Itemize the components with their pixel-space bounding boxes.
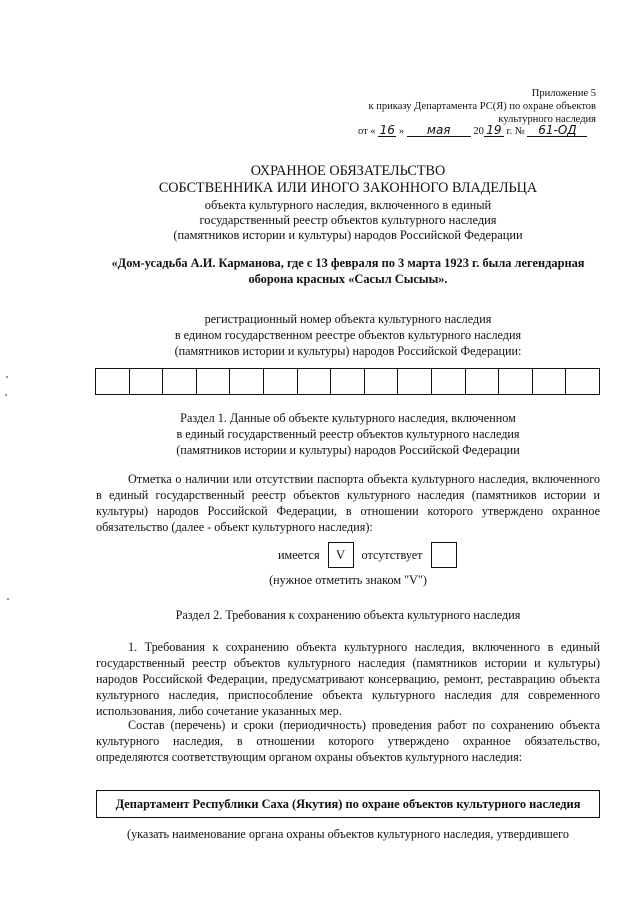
title-line-2: СОБСТВЕННИКА ИЛИ ИНОГО ЗАКОННОГО ВЛАДЕЛЬЦА [158,180,538,196]
registration-caption [96,311,600,359]
has-passport-checkbox[interactable]: V [328,542,354,568]
section-2-paragraph-1: 1. Требования к сохранению объекта культурного наследия, включенного в единый государственный реестр объектов культурного наследия (памятников истории и культуры) народов Российской Федерации, предусматривают консервацию, ремонт, реставрацию объекта культурного наследия, приспособление объекта культурного наследия для современного использования, либо сочетание указанных мер. [96,640,600,718]
subtitle-line-1: объекта культурного наследия, включенного в единый [204,198,492,212]
appendix-line-2: к приказу Департамента РС(Я) по охране объектов [368,101,596,112]
department-name-box [96,790,600,818]
section-2-paragraph-2: Состав (перечень) и сроки (периодичность) проведения работ по сохранению объекта культурного наследия, в отношении которого утверждено охранное обязательство, определяются соответствующим органом охраны объектов культурного наследия: [96,718,600,764]
object-name-line-2: оборона красных «Сасыл Сысыы». [248,272,448,286]
registration-cell[interactable] [566,369,599,394]
title-line-1: ОХРАННОЕ ОБЯЗАТЕЛЬСТВО [250,163,446,179]
scan-speck [6,376,8,378]
registration-cell[interactable] [499,369,533,394]
registration-cell[interactable] [230,369,264,394]
section-1-line-1: Раздел 1. Данные об объекте культурного наследия, включенном [180,411,516,425]
document-subtitle [96,198,600,243]
object-name [96,255,600,287]
handwritten-month: мая [407,124,471,137]
passport-checkbox-row [278,541,465,569]
section-1-line-2: в единый государственный реестр объектов культурного наследия [176,427,520,441]
registration-cell[interactable] [96,369,130,394]
scan-speck [7,598,9,600]
number-label: г. № [506,126,525,137]
absent-passport-label: отсутствует [361,547,423,562]
department-caption: (указать наименование органа охраны объектов культурного наследия, утвердившего [127,827,569,841]
registration-cell[interactable] [197,369,231,394]
section-1-line-3: (памятников истории и культуры) народов Российской Федерации [176,443,520,457]
handwritten-number: 61-ОД [527,124,587,137]
registration-cell[interactable] [432,369,466,394]
document-title [96,163,600,197]
order-date-number [358,124,587,137]
from-label: от « [358,126,376,137]
appendix-header [296,87,596,126]
registration-line-2: в едином государственном реестре объектов культурного наследия [174,328,522,342]
appendix-line-1: Приложение 5 [531,88,596,99]
section-2-heading: Раздел 2. Требования к сохранению объекта культурного наследия [175,608,521,622]
handwritten-day: 16 [379,123,395,137]
registration-cell[interactable] [365,369,399,394]
has-passport-label: имеется [278,547,320,562]
registration-cell[interactable] [298,369,332,394]
mid-label: » [398,126,405,137]
registration-cell[interactable] [398,369,432,394]
object-name-line-1: «Дом-усадьба А.И. Карманова, где с 13 февраля по 3 марта 1923 г. была легендарная [111,256,585,270]
absent-passport-checkbox[interactable] [431,542,457,568]
registration-number-grid [95,368,600,395]
registration-cell[interactable] [130,369,164,394]
registration-cell[interactable] [163,369,197,394]
registration-cell[interactable] [533,369,567,394]
section-1-heading [96,410,600,458]
registration-cell[interactable] [331,369,365,394]
checkbox-note: (нужное отметить знаком "V") [269,573,427,587]
registration-cell[interactable] [264,369,298,394]
registration-line-3: (памятников истории и культуры) народов Российской Федерации: [174,344,522,358]
year-prefix: 20 [473,126,484,137]
registration-line-1: регистрационный номер объекта культурного наследия [204,312,492,326]
subtitle-line-2: государственный реестр объектов культурного наследия [199,213,497,227]
appendix-line-3: культурного наследия [498,114,596,125]
subtitle-line-3: (памятников истории и культуры) народов Российской Федерации [173,228,523,242]
scan-speck [5,394,7,396]
department-name: Департамент Республики Саха (Якутия) по охране объектов культурного наследия [115,796,581,811]
handwritten-year: 19 [484,124,504,137]
registration-cell[interactable] [466,369,500,394]
passport-paragraph: Отметка о наличии или отсутствии паспорта объекта культурного наследия, включенного в единый государственный реестр объектов культурного наследия (памятников истории и культуры) народов Российской Федерации, в отношении которого утверждено охранное обязательство (далее - объект культурного наследия): [96,472,600,534]
